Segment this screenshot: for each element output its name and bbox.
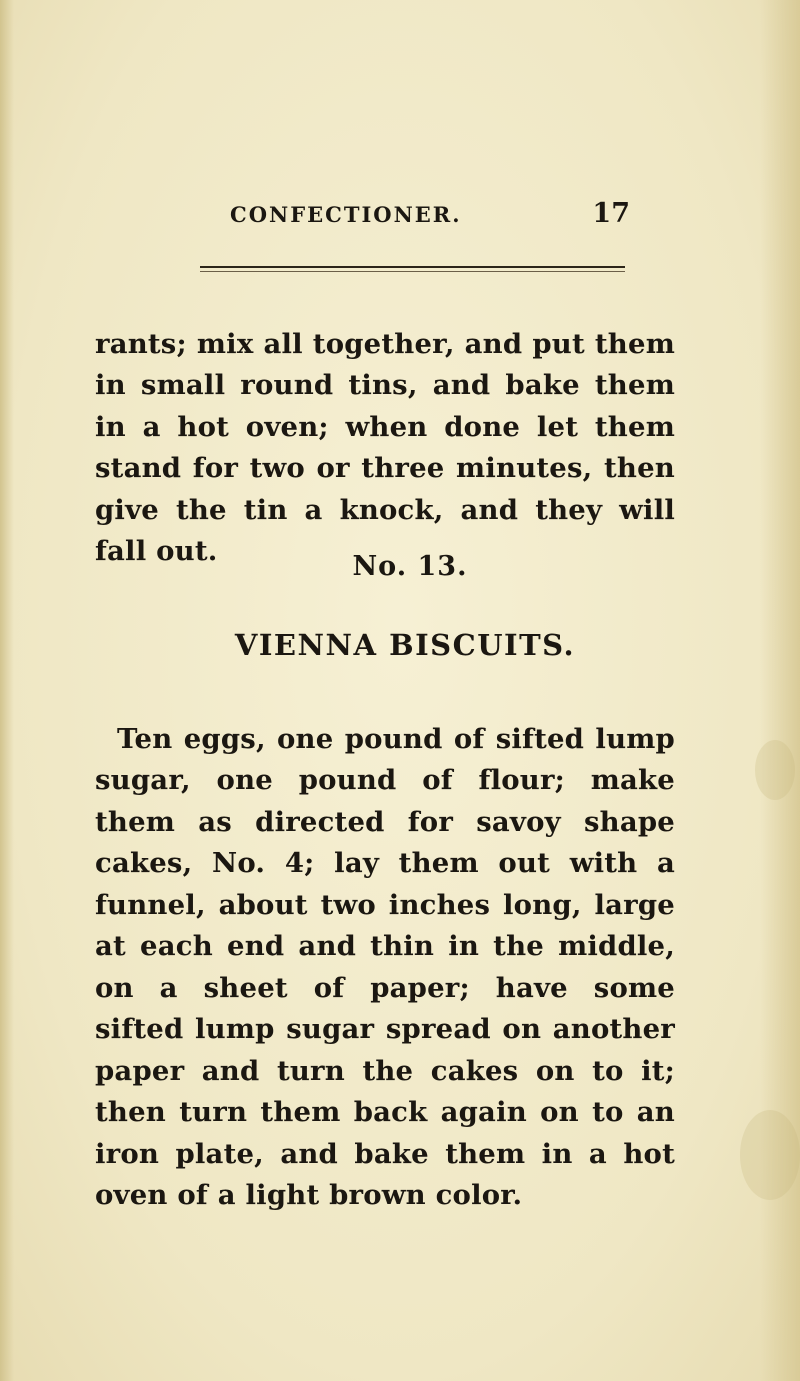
recipe-paragraph: Ten eggs, one pound of sifted lump sugar, one pound of flour; make them as directed for savoy shape cakes, No. 4; lay them out with a funnel, about two inches long, large at each end and thin in the middle, on a sheet of paper; have some sifted lump sugar spread on another paper and turn the cakes on to it; then turn them back again on to an iron plate, and bake them in a hot oven of a light brown color. (95, 722, 675, 1211)
running-head (160, 198, 630, 242)
header-rule-thin (200, 271, 625, 272)
page-number: 17 (592, 198, 630, 229)
recipe-title: VIENNA BISCUITS. (234, 628, 576, 662)
running-head-title: CONFECTIONER. (230, 202, 462, 227)
paper-stain (740, 1110, 800, 1200)
header-rule (200, 266, 625, 268)
recipe-number: No. 13. (352, 551, 468, 582)
continuation-paragraph: rants; mix all together, and put them in small round tins, and bake them in a hot oven; when done let them stand for two or three minutes, then give the tin a knock, and they will fall out. (95, 327, 675, 567)
page-left-edge-shadow (0, 0, 14, 1381)
paper-stain (755, 740, 795, 800)
